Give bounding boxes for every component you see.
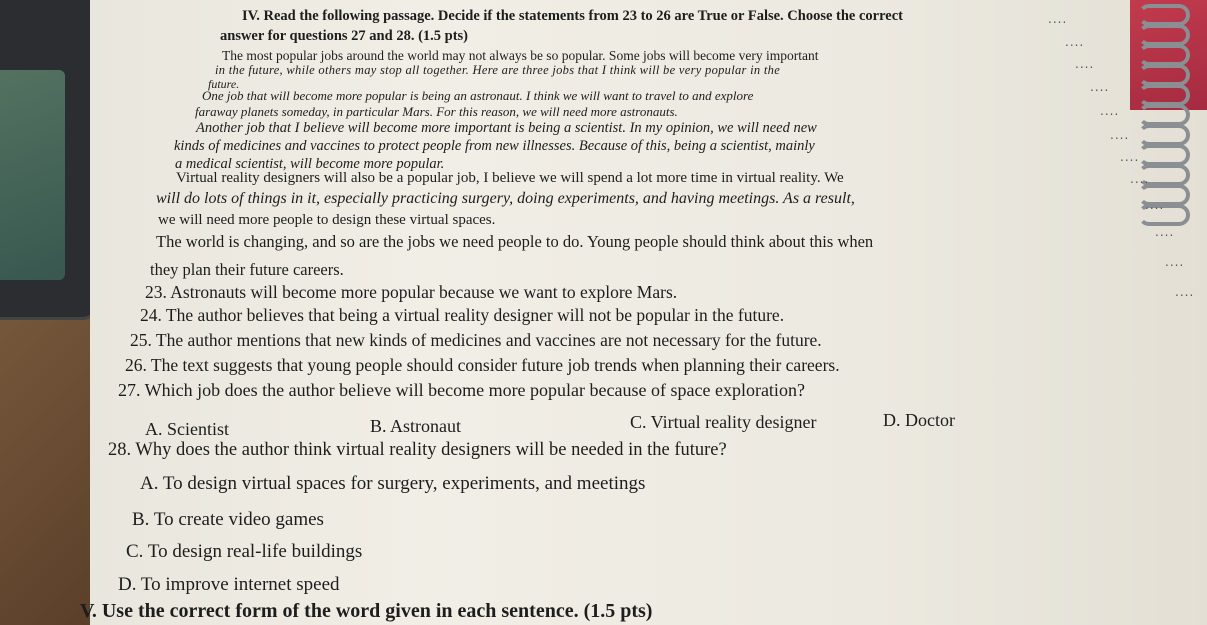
answer-blank[interactable]: .... (1155, 225, 1175, 239)
worksheet-page (80, 0, 1207, 625)
passage-line: in the future, while others may stop all together. Here are three jobs that I think will be very popular in the (215, 63, 781, 77)
passage-line: kinds of medicines and vaccines to protect people from new illnesses. Because of this, being a scientist, mainly (174, 138, 815, 154)
passage-line: we will need more people to design these virtual spaces. (158, 212, 496, 228)
passage-line: Virtual reality designers will also be a popular job, I believe we will spend a lot more time in virtual reality. We (176, 170, 844, 186)
question-27: 27. Which job does the author believe will become more popular because of space exploration? (118, 380, 805, 400)
answer-blank[interactable]: .... (1120, 150, 1140, 164)
statement-26: 26. The text suggests that young people should consider future job trends when planning their careers. (125, 355, 840, 375)
statement-24: 24. The author believes that being a virtual reality designer will not be popular in the future. (140, 305, 785, 325)
phone (0, 0, 100, 320)
section-heading-line2: answer for questions 27 and 28. (1.5 pts) (220, 28, 469, 44)
answer-blank[interactable]: .... (1090, 80, 1110, 94)
passage-line: One job that will become more popular is being an astronaut. I think we will want to travel to and explore (202, 88, 754, 103)
section-heading-line1: IV. Read the following passage. Decide if the statements from 23 to 26 are True or False. Choose the correct (242, 8, 903, 24)
phone-card (0, 70, 65, 280)
answer-blank[interactable]: .... (1048, 12, 1068, 26)
answer-blank[interactable]: .... (1075, 57, 1095, 71)
q27-option-c[interactable]: C. Virtual reality designer (630, 412, 817, 432)
q28-option-b[interactable]: B. To create video games (132, 509, 324, 530)
q28-option-d[interactable]: D. To improve internet speed (118, 574, 340, 595)
answer-blank[interactable]: .... (1100, 104, 1120, 118)
passage-line: Another job that I believe will become more important is being a scientist. In my opinion, we will need new (196, 120, 817, 136)
q27-option-d[interactable]: D. Doctor (883, 410, 955, 430)
q28-option-c[interactable]: C. To design real-life buildings (126, 541, 363, 562)
statement-23: 23. Astronauts will become more popular because we want to explore Mars. (145, 282, 678, 302)
passage-line: will do lots of things in it, especially practicing surgery, doing experiments, and having meetings. As a result, (156, 190, 855, 207)
passage-line: future. (208, 77, 240, 91)
answer-blank[interactable]: .... (1175, 285, 1195, 299)
answer-blank[interactable]: .... (1165, 255, 1185, 269)
question-28: 28. Why does the author think virtual reality designers will be needed in the future? (108, 440, 727, 460)
statement-25: 25. The author mentions that new kinds of medicines and vaccines are not necessary for the future. (130, 330, 822, 350)
passage-line: The world is changing, and so are the jobs we need people to do. Young people should think about this when (156, 232, 874, 251)
passage-line: The most popular jobs around the world may not always be so popular. Some jobs will become very important (222, 48, 819, 63)
answer-blank[interactable]: .... (1110, 128, 1130, 142)
answer-blank[interactable]: .... (1065, 35, 1085, 49)
q27-option-b[interactable]: B. Astronaut (370, 416, 462, 436)
passage-line: a medical scientist, will become more popular. (175, 156, 445, 172)
q27-option-a[interactable]: A. Scientist (145, 419, 229, 439)
passage-line: they plan their future careers. (150, 260, 344, 279)
answer-blank[interactable]: .... (1145, 198, 1165, 212)
q28-option-a[interactable]: A. To design virtual spaces for surgery, experiments, and meetings (140, 473, 646, 494)
notebook-spiral (1140, 0, 1190, 230)
next-section-heading: V. Use the correct form of the word given in each sentence. (1.5 pts) (80, 600, 653, 622)
answer-blank[interactable]: .... (1130, 172, 1150, 186)
passage-line: faraway planets someday, in particular Mars. For this reason, we will need more astronauts. (195, 104, 678, 119)
